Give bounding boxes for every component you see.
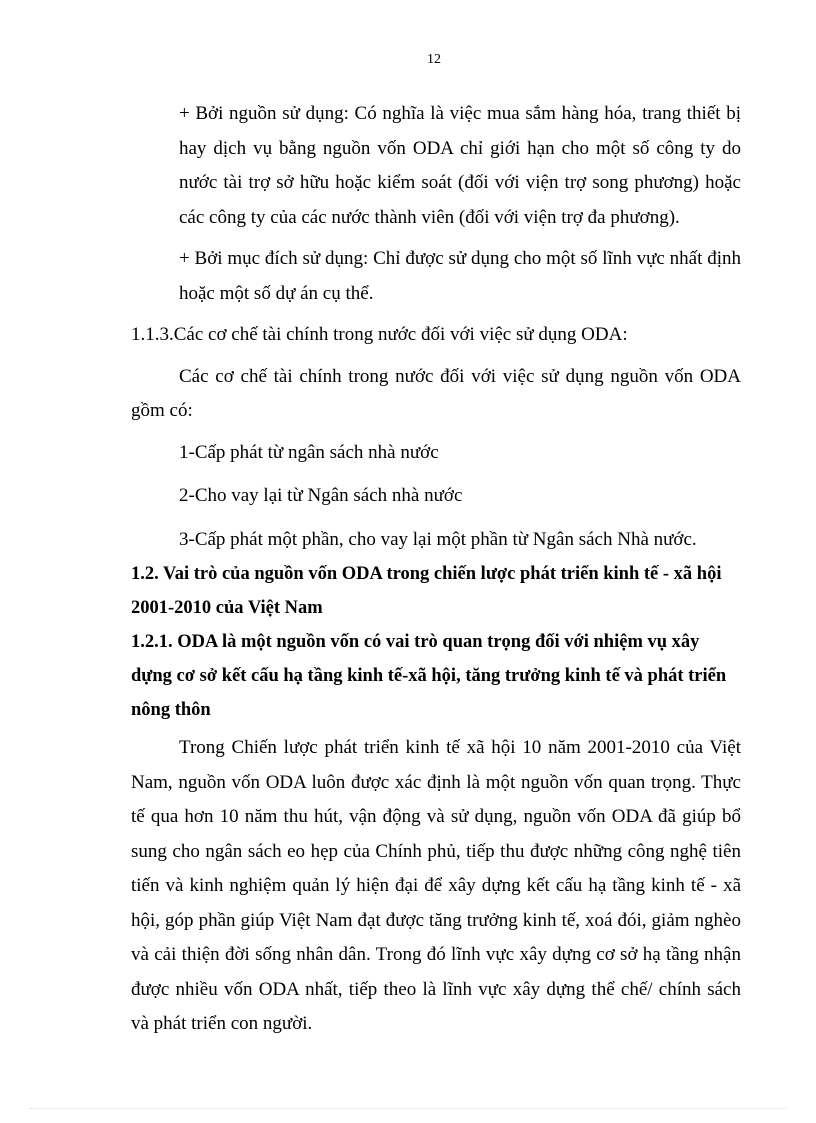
paragraph-financial-mechanisms: Các cơ chế tài chính trong nước đối với việc sử dụng nguồn vốn ODA gồm có:: [131, 365, 741, 421]
document-body: [131, 97, 741, 1042]
paragraph-purpose-of-use: + Bởi mục đích sử dụng: Chỉ được sử dụng cho một số lĩnh vực nhất định hoặc một số dự án cụ thể.: [179, 248, 741, 304]
section-heading-1-2-1: 1.2.1. ODA là một nguồn vốn có vai trò quan trọng đối với nhiệm vụ xây dựng cơ sở kết cấu hạ tầng kinh tế-xã hội, tăng trưởng kinh tế và phát triển nông thôn: [131, 632, 727, 720]
list-item: 3-Cấp phát một phần, cho vay lại một phần từ Ngân sách Nhà nước.: [179, 528, 697, 550]
paragraph-oda-role: Trong Chiến lược phát triển kinh tế xã hội 10 năm 2001-2010 của Việt Nam, nguồn vốn ODA luôn được xác định là một nguồn vốn quan trọng. Thực tế qua hơn 10 năm thu hút, vận động và sử dụng, nguồn vốn ODA đã giúp bổ sung cho ngân sách eo hẹp của Chính phủ, tiếp thu được những công nghệ tiên tiến và kinh nghiệm quản lý hiện đại để xây dựng kết cấu hạ tầng kinh tế - xã hội, góp phần giúp Việt Nam đạt được tăng trưởng kinh tế, xoá đói, giảm nghèo và cải thiện đời sống nhân dân. Trong đó lĩnh vực xây dựng cơ sở hạ tầng nhận được nhiều vốn ODA nhất, tiếp theo là lĩnh vực xây dựng thể chế/ chính sách và phát triển con người.: [131, 737, 741, 1034]
footer-divider: [30, 1108, 786, 1109]
list-item: 1-Cấp phát từ ngân sách nhà nước: [179, 441, 439, 463]
section-heading-1-1-3: 1.1.3.Các cơ chế tài chính trong nước đối với việc sử dụng ODA:: [131, 324, 628, 345]
section-heading-1-2: 1.2. Vai trò của nguồn vốn ODA trong chiến lược phát triển kinh tế - xã hội 2001-2010 của Việt Nam: [131, 564, 722, 618]
paragraph-source-of-use: + Bởi nguồn sử dụng: Có nghĩa là việc mua sắm hàng hóa, trang thiết bị hay dịch vụ bằng nguồn vốn ODA chỉ giới hạn cho một số công ty do nước tài trợ sở hữu hoặc kiểm soát (đối với viện trợ song phương) hoặc các công ty của các nước thành viên (đối với viện trợ đa phương).: [179, 103, 741, 228]
list-item: 2-Cho vay lại từ Ngân sách nhà nước: [179, 485, 463, 506]
page-number: 12: [427, 52, 441, 67]
